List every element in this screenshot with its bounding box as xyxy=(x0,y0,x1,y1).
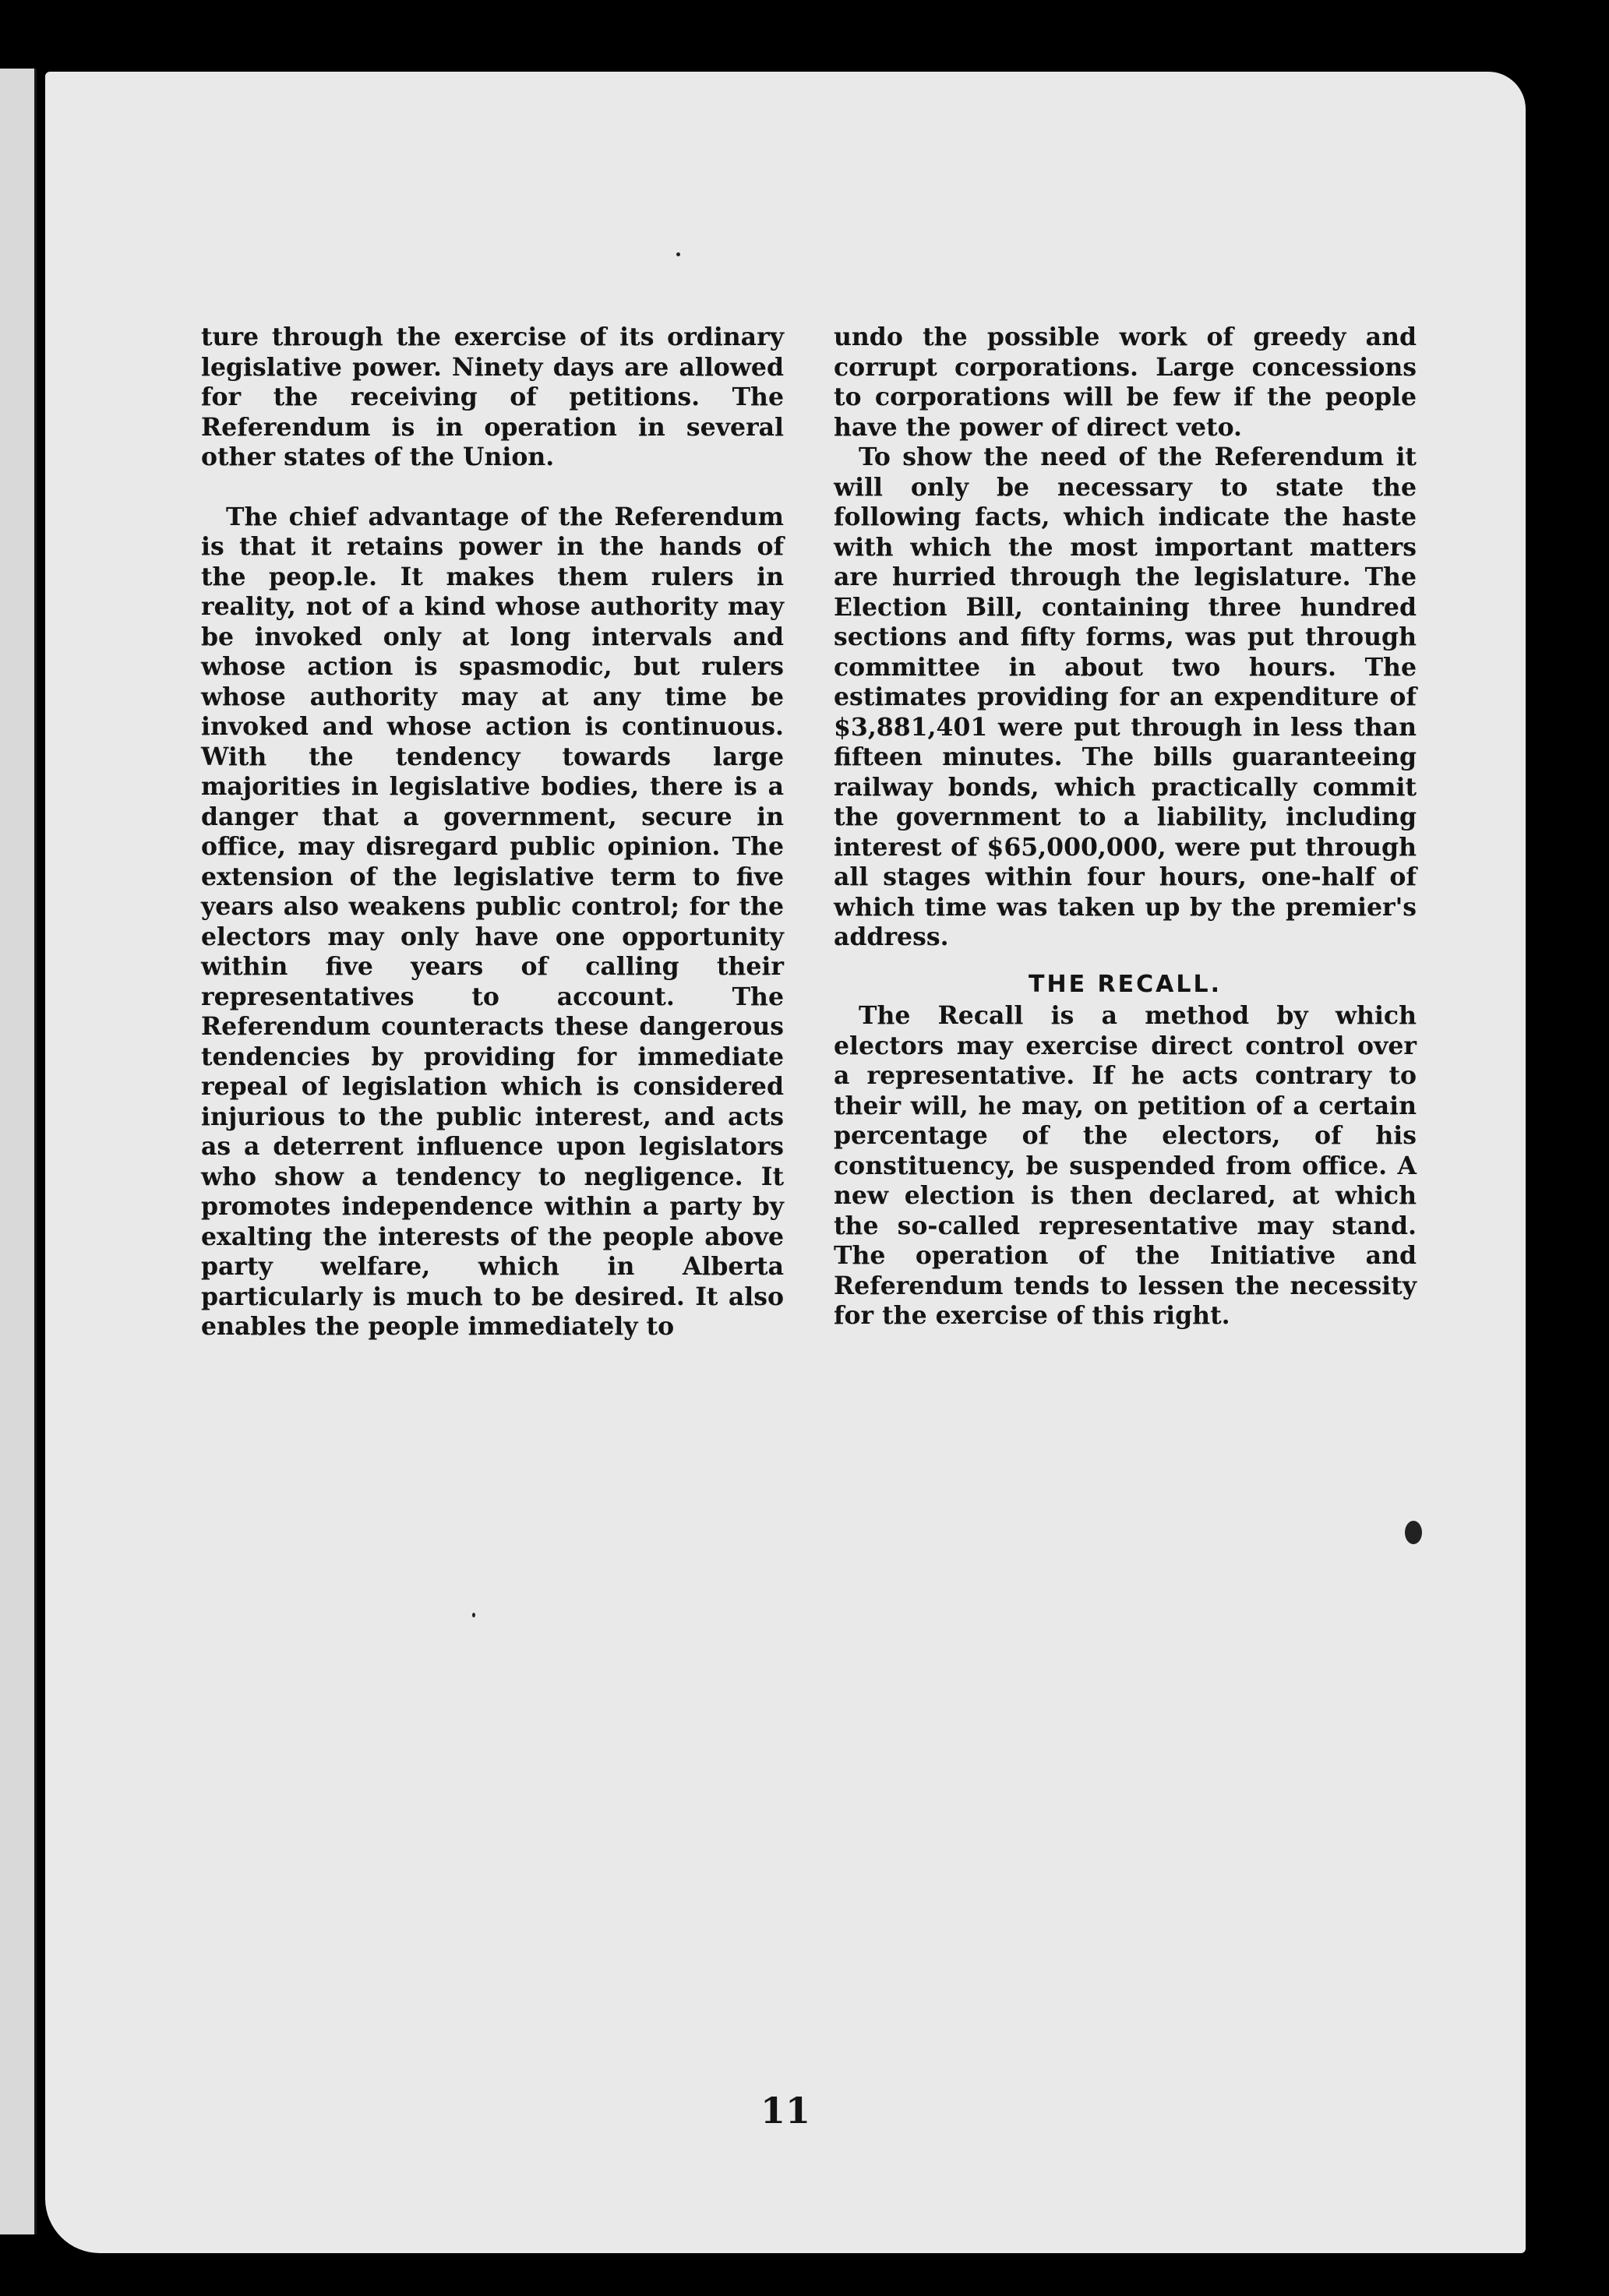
left-paragraph-1: ture through the exercise of its ordinary legislative power. Ninety days are allowed for the receiving of petitions. The Referendum is in operation in several other states of the Union. xyxy=(201,323,784,471)
facing-page-edge xyxy=(0,69,37,2234)
right-paragraph-3: The Recall is a method by which electors may exercise direct control over a representative. If he acts contrary to their will, he may, on petition of a certain percentage of the electors, of his constituency, be suspended from office. A new election is then declared, at which the so-called representative may stand. The operation of the Initiative and Referendum tends to lessen the necessity for the exercise of this right. xyxy=(834,1001,1417,1330)
page-number: 11 xyxy=(760,2090,810,2132)
ink-speck xyxy=(1405,1521,1422,1544)
document-page xyxy=(45,72,1526,2253)
ink-speck xyxy=(472,1613,475,1617)
right-paragraph-2: To show the need of the Referendum it will only be necessary to state the following facts, which indicate the haste with which the most important matters are hurried through the legislature. The Election Bill, containing three hundred sections and fifty forms, was put through committee in about two hours. The estimates providing for an expenditure of $3,881,401 were put through in less than fifteen minutes. The bills guaranteeing railway bonds, which practically commit the government to a liability, including interest of $65,000,000, were put through all stages within four hours, one-half of which time was taken up by the premier's address. xyxy=(834,443,1417,951)
left-paragraph-2: The chief advantage of the Referendum is that it retains power in the hands of the peop.le. It makes them rulers in reality, not of a kind whose authority may be invoked only at long intervals and whose action is spasmodic, but rulers whose authority may at any time be invoked and whose action is continuous. With the tendency towards large majorities in legislative bodies, there is a danger that a government, secure in office, may disregard public opinion. The extension of the legislative term to five years also weakens public control; for the electors may only have one opportunity within five years of calling their representatives to account. The Referendum counteracts these dangerous tendencies by providing for immediate repeal of legislation which is considered injurious to the public interest, and acts as a deterrent influence upon legislators who show a tendency to negligence. It promotes independence within a party by exalting the interests of the people above party welfare, which in Alberta particularly is much to be desired. It also enables the people immediately to xyxy=(201,502,784,1341)
section-heading-recall: THE RECALL. xyxy=(1029,970,1222,998)
ink-speck xyxy=(676,252,680,256)
right-paragraph-1: undo the possible work of greedy and corrupt corporations. Large concessions to corporations will be few if the people have the power of direct veto. xyxy=(834,323,1417,442)
right-column xyxy=(834,323,1417,1342)
left-column xyxy=(201,323,784,1342)
text-columns xyxy=(201,323,1417,1342)
